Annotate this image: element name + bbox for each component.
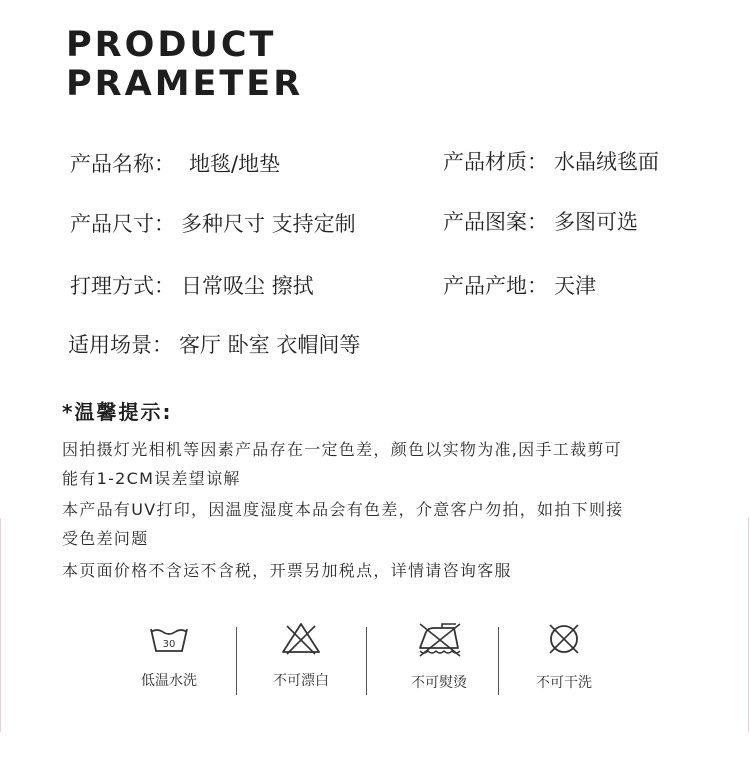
param-key: 产品图案 (443, 210, 527, 234)
title-line-1: PRODUCT (66, 25, 277, 65)
care-item-low-temp-wash (114, 620, 224, 690)
param-value: 天津 (554, 274, 596, 298)
no-iron-icon (414, 620, 464, 658)
no-bleach-icon (279, 620, 323, 656)
care-divider (236, 627, 237, 695)
care-item-no-iron (384, 620, 494, 692)
param-key: 产品名称 (70, 152, 154, 176)
param-colon: ： (527, 150, 548, 174)
no-dry-clean-icon (542, 620, 586, 658)
left-edge-line (0, 518, 1, 732)
notice-line: 本页面价格不含运不含税，开票另加税点，详情请咨询客服 (62, 561, 512, 580)
param-key: 产品产地 (443, 274, 527, 298)
notice-line: 受色差问题 (62, 529, 149, 548)
param-colon: ： (154, 274, 175, 298)
care-divider (366, 627, 367, 695)
notice-line: 因拍摄灯光相机等因素产品存在一定色差，颜色以实物为准,因手工裁剪可 (62, 440, 622, 459)
notice-line: 本产品有UV打印，因温度湿度本品会有色差，介意客户勿拍，如拍下则接 (62, 500, 624, 519)
care-divider (498, 627, 499, 695)
wash-temp-text: 30 (162, 639, 176, 650)
param-key: 产品尺寸 (70, 212, 154, 236)
param-colon: ： (154, 152, 175, 176)
param-value: 多种尺寸 支持定制 (181, 212, 356, 236)
param-colon: ： (152, 333, 173, 357)
param-product-name (70, 151, 280, 177)
param-origin (443, 273, 596, 299)
title-line-2: PRAMETER (66, 64, 304, 104)
care-item-no-bleach (246, 620, 356, 690)
param-key: 打理方式 (70, 274, 154, 298)
param-pattern (443, 209, 638, 235)
param-value: 客厅 卧室 衣帽间等 (179, 333, 361, 357)
param-colon: ： (527, 210, 548, 234)
care-item-no-dry-clean (509, 620, 619, 692)
param-value: 地毯/地垫 (189, 152, 281, 176)
notice-heading: *温馨提示: (62, 400, 173, 424)
page-title (66, 26, 303, 104)
param-key: 适用场景 (68, 333, 152, 357)
care-label: 不可干洗 (536, 675, 592, 691)
param-value: 日常吸尘 擦拭 (181, 274, 314, 298)
right-edge-line (748, 518, 749, 732)
care-label: 不可漂白 (273, 673, 329, 689)
param-colon: ： (527, 274, 548, 298)
notice-line: 能有1-2CM误差望谅解 (62, 469, 241, 488)
param-key: 产品材质 (443, 150, 527, 174)
care-label: 不可熨烫 (411, 675, 467, 691)
wash-30-icon (147, 620, 191, 656)
param-colon: ： (154, 212, 175, 236)
param-usage-scene (68, 332, 360, 358)
param-value: 多图可选 (554, 210, 638, 234)
param-material (443, 149, 659, 175)
param-care-method (70, 273, 314, 299)
param-size (70, 211, 356, 237)
param-value: 水晶绒毯面 (554, 150, 659, 174)
care-label: 低温水洗 (141, 673, 197, 689)
